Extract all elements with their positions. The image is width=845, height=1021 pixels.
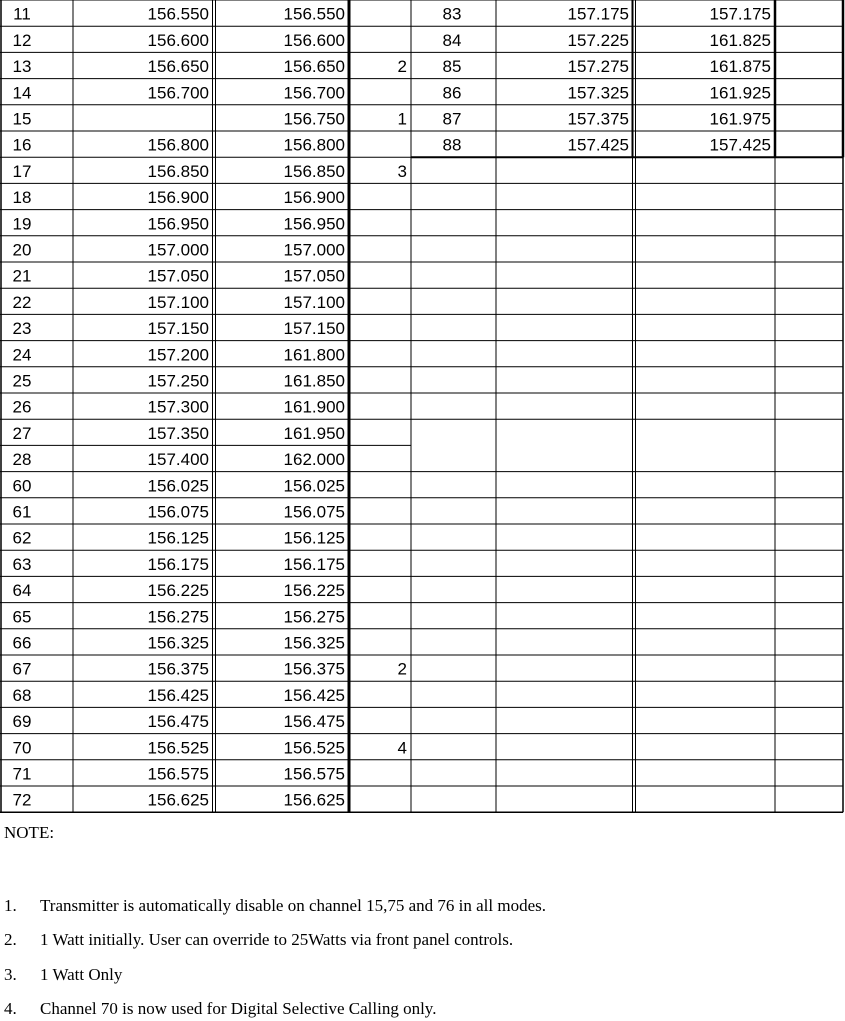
table-cell-ship-transmit-freq: 156.125	[147, 528, 209, 548]
table-cell-ship-receive-freq: 156.225	[283, 581, 345, 601]
table-cell-ship-receive-freq: 156.475	[283, 712, 345, 732]
table-cell-channel-number: 67	[12, 659, 32, 679]
table-cell-channel-number: 66	[12, 633, 32, 653]
note-heading: NOTE:	[4, 823, 55, 842]
table-cell-channel-number: 15	[12, 109, 32, 129]
table-cell-note-ref: 1	[397, 109, 407, 129]
table-cell-channel-number: 86	[442, 83, 462, 103]
table-cell-ship-transmit-freq: 156.850	[147, 161, 209, 181]
table-cell-ship-transmit-freq: 157.250	[147, 371, 209, 391]
table-cell-channel-number: 64	[12, 581, 32, 601]
table-cell-ship-receive-freq: 157.175	[709, 4, 771, 24]
table-cell-ship-receive-freq: 162.000	[283, 450, 345, 470]
table-cell-ship-receive-freq: 156.425	[283, 685, 345, 705]
table-cell-ship-receive-freq: 157.150	[283, 319, 345, 339]
note-number: 3.	[4, 965, 17, 984]
table-cell-ship-receive-freq: 156.650	[283, 57, 345, 77]
table-cell-ship-transmit-freq: 156.525	[147, 738, 209, 758]
table-cell-ship-receive-freq: 156.700	[283, 83, 345, 103]
table-cell-ship-receive-freq: 156.025	[283, 476, 345, 496]
table-cell-ship-receive-freq: 156.750	[283, 109, 345, 129]
table-cell-ship-receive-freq: 156.525	[283, 738, 345, 758]
table-cell-ship-transmit-freq: 156.275	[147, 607, 209, 627]
table-cell-channel-number: 60	[12, 476, 32, 496]
table-cell-channel-number: 84	[442, 30, 462, 50]
table-cell-ship-transmit-freq: 157.425	[567, 135, 629, 155]
table-cell-ship-transmit-freq: 156.950	[147, 214, 209, 234]
note-text: Channel 70 is now used for Digital Selective Calling only.	[40, 999, 437, 1018]
table-cell-ship-receive-freq: 156.900	[283, 188, 345, 208]
table-cell-channel-number: 27	[12, 423, 32, 443]
table-cells	[13, 5, 771, 810]
table-cell-ship-receive-freq: 161.825	[709, 30, 771, 50]
table-cell-ship-receive-freq: 161.900	[283, 397, 345, 417]
table-cell-channel-number: 62	[12, 528, 32, 548]
table-cell-channel-number: 13	[12, 57, 32, 77]
table-cell-channel-number: 24	[12, 345, 32, 365]
table-cell-channel-number: 70	[12, 738, 32, 758]
table-cell-channel-number: 72	[12, 790, 32, 810]
table-cell-channel-number: 65	[12, 607, 32, 627]
table-cell-channel-number: 16	[12, 135, 32, 155]
table-cell-ship-transmit-freq: 156.025	[147, 476, 209, 496]
note-number: 2.	[4, 930, 17, 949]
table-cell-ship-transmit-freq: 156.650	[147, 57, 209, 77]
table-cell-ship-transmit-freq: 156.325	[147, 633, 209, 653]
table-cell-ship-receive-freq: 161.975	[709, 109, 771, 129]
table-cell-ship-transmit-freq: 156.075	[147, 502, 209, 522]
table-cell-note-ref: 2	[397, 659, 407, 679]
table-cell-ship-transmit-freq: 156.475	[147, 712, 209, 732]
table-cell-ship-receive-freq: 161.800	[283, 345, 345, 365]
table-cell-ship-transmit-freq: 156.425	[147, 685, 209, 705]
table-cell-ship-transmit-freq: 156.375	[147, 659, 209, 679]
table-cell-channel-number: 69	[12, 712, 32, 732]
table-cell-channel-number: 63	[12, 554, 32, 574]
table-cell-ship-receive-freq: 156.125	[283, 528, 345, 548]
table-cell-ship-receive-freq: 156.550	[283, 4, 345, 24]
table-cell-channel-number: 25	[12, 371, 32, 391]
table-cell-ship-transmit-freq: 156.700	[147, 83, 209, 103]
table-cell-ship-transmit-freq: 156.175	[147, 554, 209, 574]
table-cell-ship-receive-freq: 156.800	[283, 135, 345, 155]
table-cell-ship-transmit-freq: 157.350	[147, 423, 209, 443]
table-cell-ship-transmit-freq: 157.100	[147, 292, 209, 312]
table-cell-ship-receive-freq: 156.575	[283, 764, 345, 784]
table-cell-channel-number: 11	[13, 4, 31, 24]
table-cell-channel-number: 23	[12, 319, 32, 339]
table-cell-ship-receive-freq: 157.000	[283, 240, 345, 260]
table-cell-ship-transmit-freq: 157.375	[567, 109, 629, 129]
table-cell-channel-number: 14	[12, 83, 32, 103]
table-cell-channel-number: 18	[12, 188, 32, 208]
table-cell-ship-transmit-freq: 156.600	[147, 30, 209, 50]
table-cell-ship-transmit-freq: 157.175	[567, 4, 629, 24]
table-cell-channel-number: 71	[12, 764, 32, 784]
table-cell-ship-receive-freq: 156.275	[283, 607, 345, 627]
note-number: 1.	[4, 896, 17, 915]
table-cell-ship-receive-freq: 161.850	[283, 371, 345, 391]
table-cell-ship-receive-freq: 156.075	[283, 502, 345, 522]
table-cell-ship-receive-freq: 157.100	[283, 292, 345, 312]
table-cell-channel-number: 26	[12, 397, 32, 417]
note-text: 1 Watt Only	[40, 965, 123, 984]
table-cell-note-ref: 3	[397, 161, 407, 181]
table-cell-ship-receive-freq: 161.925	[709, 83, 771, 103]
table-cell-ship-transmit-freq: 157.000	[147, 240, 209, 260]
table-cell-ship-transmit-freq: 157.050	[147, 266, 209, 286]
table-cell-channel-number: 12	[12, 30, 32, 50]
table-cell-ship-receive-freq: 156.325	[283, 633, 345, 653]
note-number: 4.	[4, 999, 17, 1018]
table-cell-channel-number: 28	[12, 450, 32, 470]
table-cell-ship-transmit-freq: 157.300	[147, 397, 209, 417]
table-cell-ship-receive-freq: 156.175	[283, 554, 345, 574]
table-cell-ship-transmit-freq: 156.625	[147, 790, 209, 810]
table-cell-ship-transmit-freq: 156.550	[147, 4, 209, 24]
table-cell-ship-receive-freq: 156.600	[283, 30, 345, 50]
table-cell-ship-receive-freq: 157.050	[283, 266, 345, 286]
table-cell-channel-number: 19	[12, 214, 32, 234]
note-text: 1 Watt initially. User can override to 25Watts via front panel controls.	[40, 930, 514, 949]
table-cell-ship-transmit-freq: 157.225	[567, 30, 629, 50]
table-cell-channel-number: 22	[12, 292, 32, 312]
table-cell-channel-number: 61	[12, 502, 32, 522]
table-cell-ship-receive-freq: 157.425	[709, 135, 771, 155]
table-cell-channel-number: 87	[442, 109, 462, 129]
table-cell-ship-transmit-freq: 156.800	[147, 135, 209, 155]
table-cell-channel-number: 88	[442, 135, 462, 155]
table-cell-ship-transmit-freq: 156.225	[147, 581, 209, 601]
table-cell-ship-receive-freq: 161.950	[283, 423, 345, 443]
note-text: Transmitter is automatically disable on channel 15,75 and 76 in all modes.	[40, 896, 546, 915]
table-cell-channel-number: 83	[442, 4, 462, 24]
table-cell-channel-number: 20	[12, 240, 32, 260]
table-cell-channel-number: 68	[12, 685, 32, 705]
table-cell-channel-number: 21	[12, 266, 32, 286]
table-cell-note-ref: 4	[397, 738, 407, 758]
table-cell-ship-transmit-freq: 156.900	[147, 188, 209, 208]
table-cell-ship-transmit-freq: 156.575	[147, 764, 209, 784]
table-cell-ship-transmit-freq: 157.325	[567, 83, 629, 103]
table-cell-note-ref: 2	[397, 57, 407, 77]
table-cell-ship-receive-freq: 156.850	[283, 161, 345, 181]
table-cell-ship-transmit-freq: 157.400	[147, 450, 209, 470]
table-cell-ship-transmit-freq: 157.200	[147, 345, 209, 365]
table-cell-ship-receive-freq: 156.950	[283, 214, 345, 234]
table-cell-ship-receive-freq: 156.375	[283, 659, 345, 679]
table-cell-channel-number: 17	[12, 161, 32, 181]
table-cell-ship-receive-freq: 161.875	[709, 57, 771, 77]
table-cell-ship-transmit-freq: 157.150	[147, 319, 209, 339]
table-cell-channel-number: 85	[442, 57, 462, 77]
table-cell-ship-transmit-freq: 157.275	[567, 57, 629, 77]
table-cell-ship-receive-freq: 156.625	[283, 790, 345, 810]
